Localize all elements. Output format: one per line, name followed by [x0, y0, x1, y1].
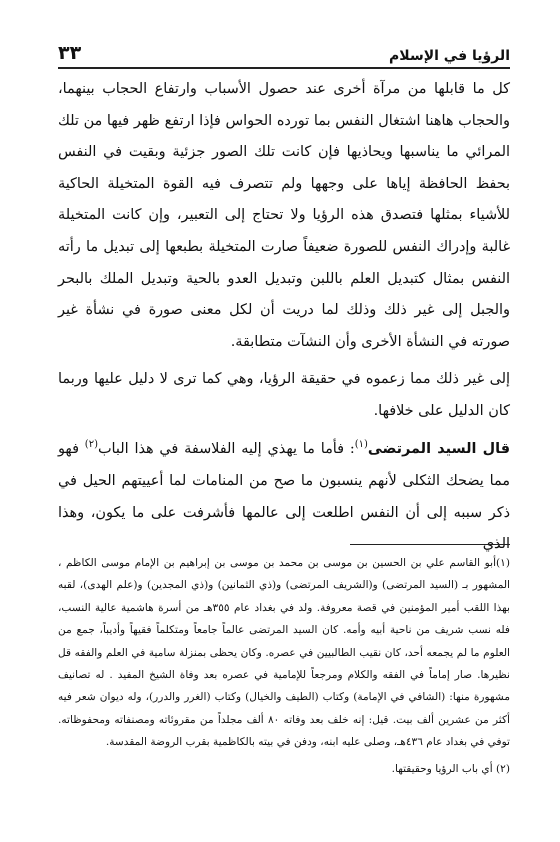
- quote-start: : فأما ما يهذي إليه الفلاسفة في هذا الباب: [97, 440, 355, 457]
- footnote-separator: [350, 544, 510, 545]
- page-number: ٣٣: [58, 42, 82, 64]
- quote-rest: فهو مما يضحك الثكلى لأنهم ينسبون ما صح من المنامات لما أعييتهم الحيل في ذكر سببه إلى أن النفس اطلعت إلى عالمها فأشرفت على ما يكون، وهذا الذي: [58, 440, 510, 553]
- speaker-name: قال السيد المرتضى: [367, 440, 510, 457]
- running-title: الرؤيا في الإسلام: [389, 48, 510, 64]
- paragraph-3: [58, 434, 510, 561]
- footnotes: [58, 552, 510, 780]
- footnote-2: (٢) أي باب الرؤيا وحقيقتها.: [391, 762, 510, 775]
- page-header: [58, 34, 510, 69]
- footnote-ref-1[interactable]: (١): [354, 438, 368, 450]
- main-text: [58, 74, 510, 561]
- footnote-ref-2[interactable]: (٢): [84, 438, 98, 450]
- paragraph-2: إلى غير ذلك مما زعموه في حقيقة الرؤيا، وهي كما ترى لا دليل عليها وربما كان الدليل على خلافها.: [58, 371, 510, 419]
- paragraph-1: كل ما قابلها من مرآة أخرى عند حصول الأسباب وارتفاع الحجاب بينهما، والحجاب هاهنا اشتغال النفس بما تورده الحواس فإذا ارتفع ظهر فيها من تلك المرائي ما يناسبها ويحاذيها فإن كانت تلك الصور جزئية وبقيت في النفس بحفظ الحافظة إياها على وجهها ولم تتصرف فيه القوة المتخيلة الحاكية للأشياء بمثلها فتصدق هذه الرؤيا ولا تحتاج إلى التعبير، وإن كانت المتخيلة غالبة وإدراك النفس للصورة ضعيفاً صارت المتخيلة بطبعها إلى تبديل ما رأته النفس بمثال كتبديل العلم باللبن وتبديل العدو بالحية وتبديل الملك بالبحر والجبل إلى غير ذلك وذلك لما دريت أن لكل معنى صورة في نشأة غير صورته في النشأة الأخرى وأن النشآت متطابقة.: [58, 81, 510, 350]
- footnote-1: (١)أبو القاسم علي بن الحسين بن موسى بن محمد بن موسى بن إبراهيم بن الإمام موسى الكاظم ، المشهور بـ (السيد المرتضى) و(الشريف المرتضى) و(ذي الثمانين) و(ذي المجدين) و(علم الهدى)، لقبه بهذا اللقب أمير المؤمنين في قصة معروفة. ولد في بغداد عام ٣٥٥هـ من أسرة هاشمية عالية النسب، فله نسب شريف من ناحية أبيه وأمه. كان السيد المرتضى عالماً جامعاً ومتكلماً فقيهاً وأديباً، جمع من العلوم ما لم يجمعه أحد، كان نقيب الطالبيين في عصره. وكان يحظى بمنزلة سامية في العلم والفقه قل نظيرها. صار إماماً في الفقه والكلام ومرجعاً للإمامية في عصره بعد وفاة الشيخ المفيد . له تصانيف مشهورة منها: (الشافي في الإمامة) وكتاب (الطيف والخيال) وكتاب (الغرر والدرر)، وله ديوان شعر فيه أكثر من عشرين ألف بيت. قيل: إنه خلف بعد وفاته ٨٠ ألف مجلداً من مقروئاته ومصنفاته ومحفوظاته. توفي في بغداد عام ٤٣٦هـ، وصلى عليه ابنه، ودفن في بيته بالكاظمية بقرب الروضة المقدسة.: [58, 557, 510, 749]
